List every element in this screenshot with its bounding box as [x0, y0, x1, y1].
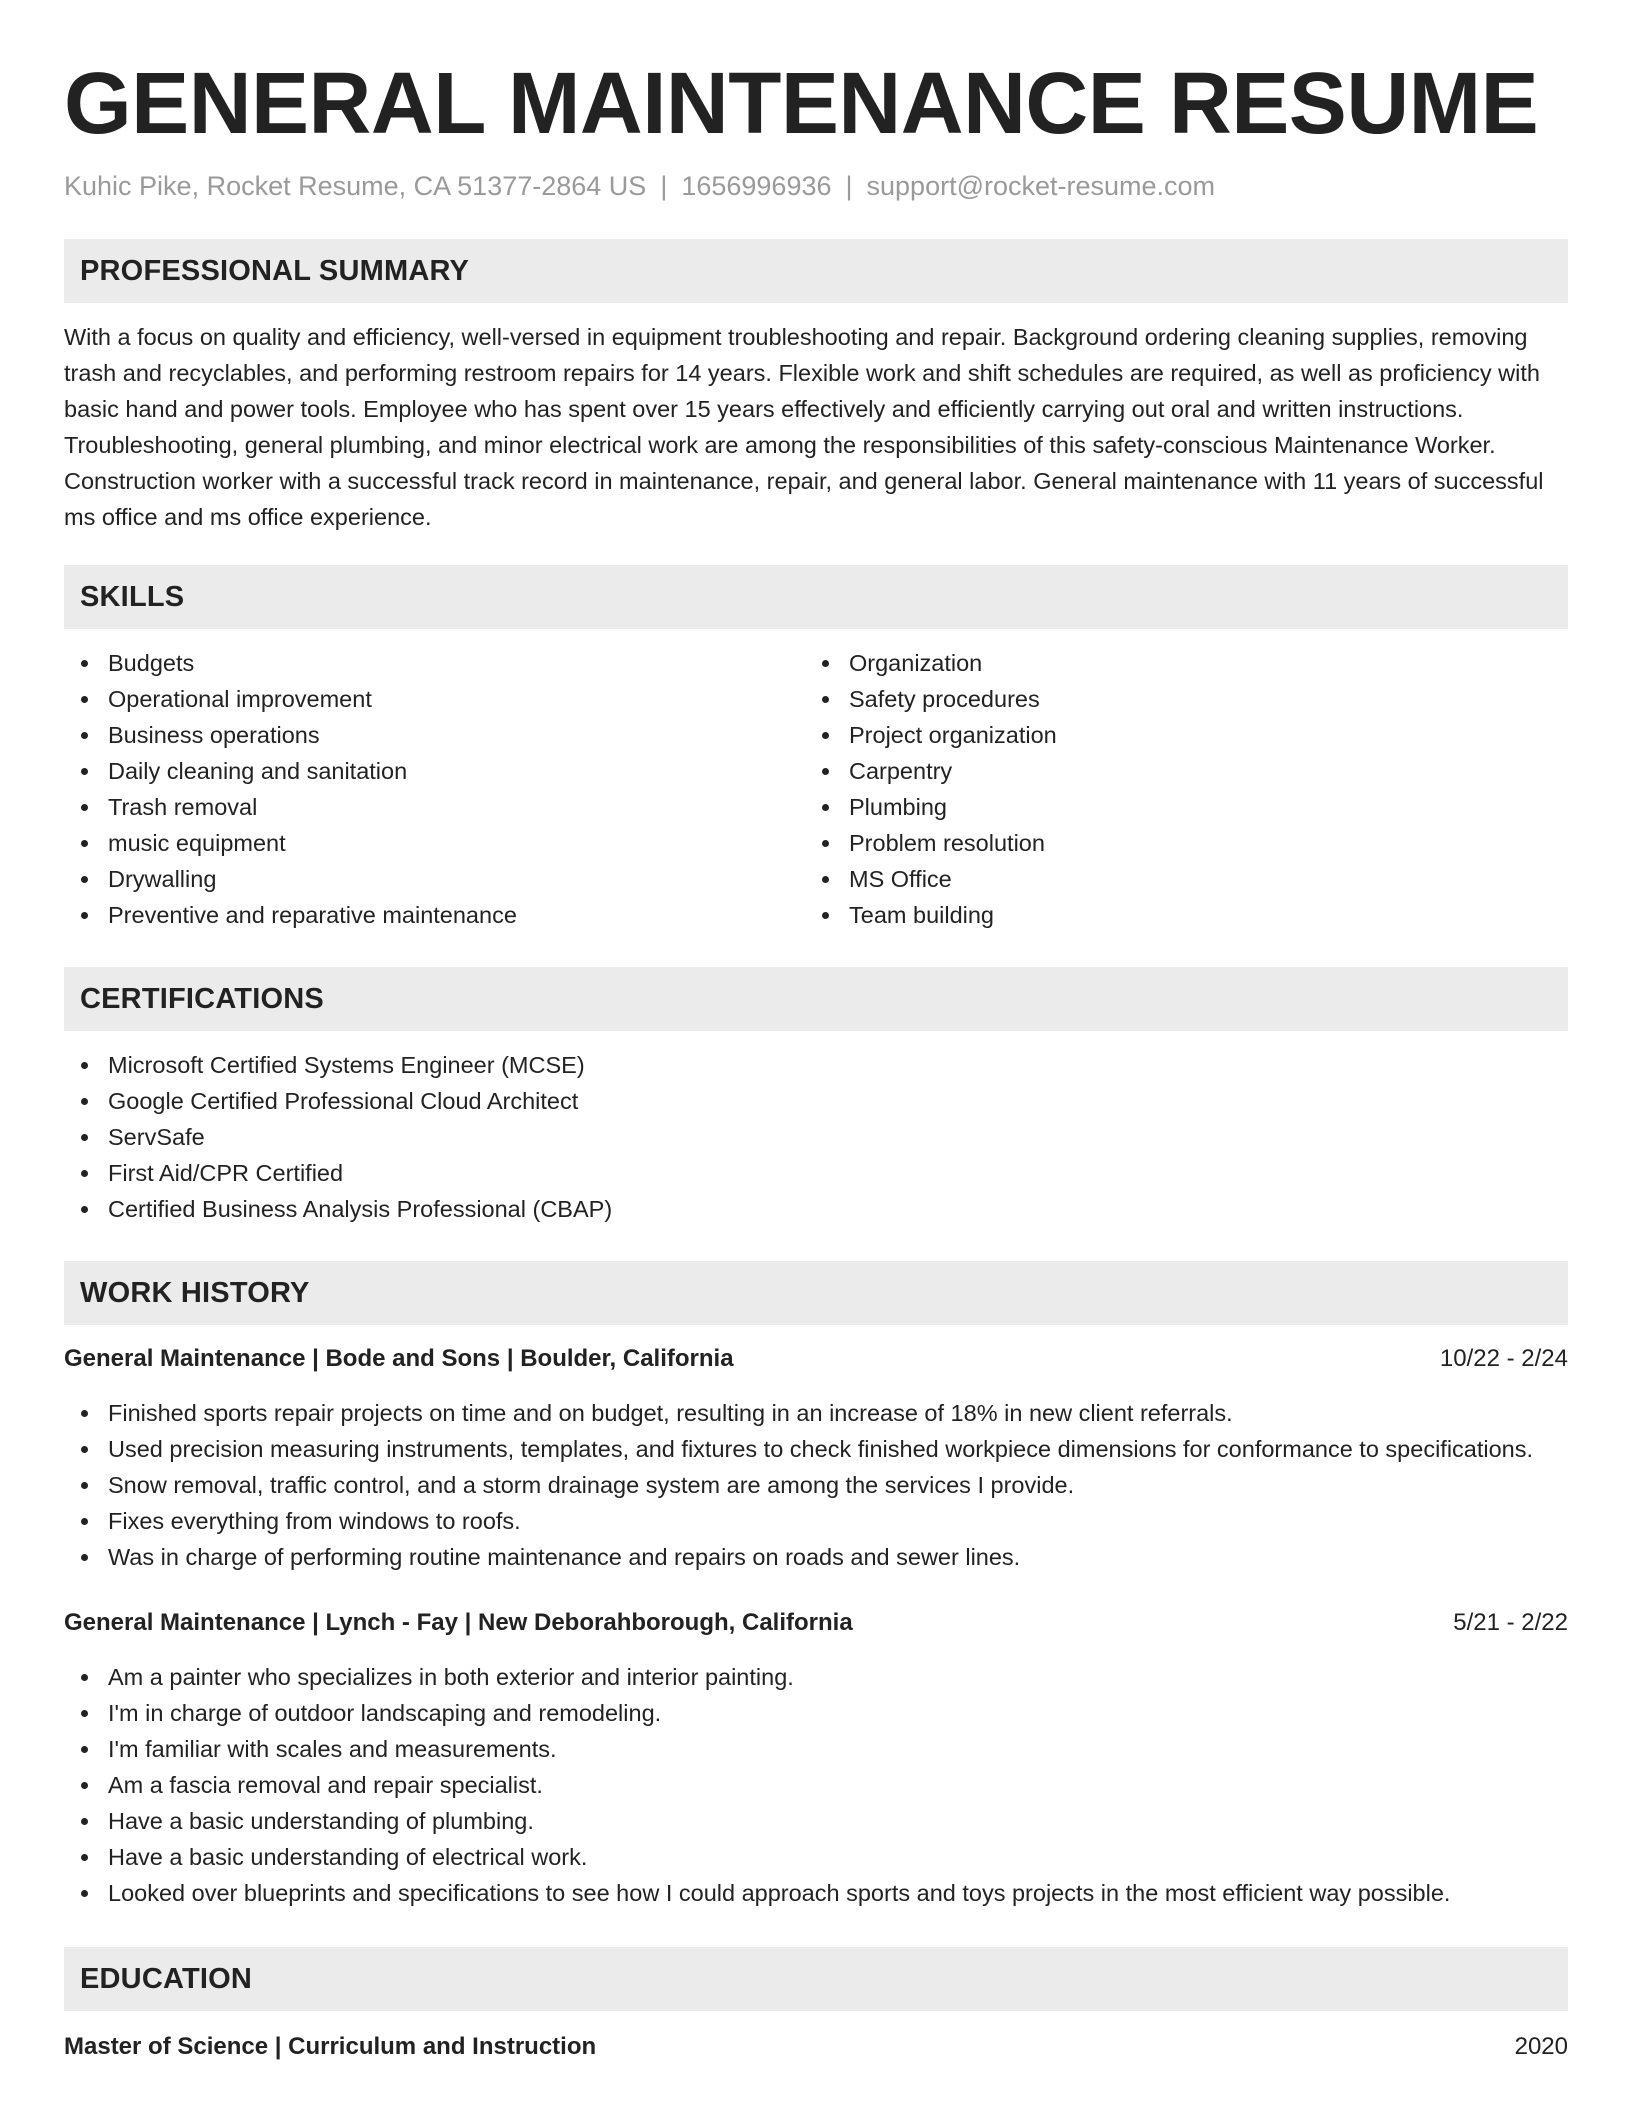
- skill-item: Operational improvement: [64, 681, 805, 717]
- job-bullet: Have a basic understanding of electrical work.: [64, 1839, 1568, 1875]
- degree-title: Master of Science | Curriculum and Instruction: [64, 2033, 597, 2060]
- skill-item: MS Office: [805, 861, 1546, 897]
- skill-item: Safety procedures: [805, 681, 1546, 717]
- job-bullet: Finished sports repair projects on time and on budget, resulting in an increase of 18% in new client referrals.: [64, 1395, 1568, 1431]
- contact-phone: 1656996936: [681, 171, 832, 201]
- contact-email: support@rocket-resume.com: [866, 171, 1216, 201]
- skill-item: music equipment: [64, 825, 805, 861]
- job-dates: 10/22 - 2/24: [1439, 1345, 1568, 1372]
- job-entry: [64, 1341, 1568, 1575]
- job-bullet: Have a basic understanding of plumbing.: [64, 1803, 1568, 1839]
- job-header: [64, 1341, 1568, 1377]
- job-header: [64, 1605, 1568, 1641]
- certification-item: First Aid/CPR Certified: [64, 1155, 1568, 1191]
- job-bullet: Am a fascia removal and repair specialist.: [64, 1767, 1568, 1803]
- job-bullets: [64, 1659, 1568, 1911]
- job-entry: [64, 1605, 1568, 1911]
- education-heading: EDUCATION: [64, 1947, 1568, 2011]
- degree-year: 2020: [1514, 2033, 1568, 2060]
- summary-heading: PROFESSIONAL SUMMARY: [64, 239, 1568, 303]
- job-dates: 5/21 - 2/22: [1453, 1609, 1568, 1636]
- skills-grid: [64, 645, 1568, 933]
- job-bullet: Looked over blueprints and specifications to see how I could approach sports and toys projects in the most efficient way possible.: [64, 1875, 1568, 1911]
- skill-item: Daily cleaning and sanitation: [64, 753, 805, 789]
- certifications-heading: CERTIFICATIONS: [64, 967, 1568, 1031]
- certification-item: Microsoft Certified Systems Engineer (MCSE): [64, 1047, 1568, 1083]
- job-bullet: I'm familiar with scales and measurements.: [64, 1731, 1568, 1767]
- contact-separator: |: [660, 171, 668, 201]
- contact-line: [64, 168, 1568, 204]
- skill-item: Problem resolution: [805, 825, 1546, 861]
- skill-item: Trash removal: [64, 789, 805, 825]
- job-bullet: Snow removal, traffic control, and a storm drainage system are among the services I provide.: [64, 1467, 1568, 1503]
- job-bullet: Am a painter who specializes in both exterior and interior painting.: [64, 1659, 1568, 1695]
- job-bullet: Was in charge of performing routine maintenance and repairs on roads and sewer lines.: [64, 1539, 1568, 1575]
- skills-list-right: [805, 645, 1546, 933]
- job-title: General Maintenance | Bode and Sons | Boulder, California: [64, 1345, 734, 1372]
- skill-item: Team building: [805, 897, 1546, 933]
- certification-item: Certified Business Analysis Professional (CBAP): [64, 1191, 1568, 1227]
- job-bullet: Used precision measuring instruments, templates, and fixtures to check finished workpiece dimensions for conformance to specifications.: [64, 1431, 1568, 1467]
- skill-item: Carpentry: [805, 753, 1546, 789]
- job-bullets: [64, 1395, 1568, 1575]
- contact-separator: |: [845, 171, 853, 201]
- skills-section: [64, 565, 1568, 933]
- job-title: General Maintenance | Lynch - Fay | New Deborahborough, California: [64, 1609, 853, 1636]
- skill-item: Organization: [805, 645, 1546, 681]
- contact-address: Kuhic Pike, Rocket Resume, CA 51377-2864 US: [64, 171, 647, 201]
- job-bullet: I'm in charge of outdoor landscaping and remodeling.: [64, 1695, 1568, 1731]
- skill-item: Project organization: [805, 717, 1546, 753]
- summary-text: With a focus on quality and efficiency, well-versed in equipment troubleshooting and repair. Background ordering cleaning supplies, removing trash and recyclables, and performing restroom repairs for 14 years. Flexible work and shift schedules are required, as well as proficiency with basic hand and power tools. Employee who has spent over 15 years effectively and efficiently carrying out oral and written instructions. Troubleshooting, general plumbing, and minor electrical work are among the responsibilities of this safety-conscious Maintenance Worker. Construction worker with a successful track record in maintenance, repair, and general labor. General maintenance with 11 years of successful ms office and ms office experience.: [64, 324, 1544, 530]
- skill-item: Preventive and reparative maintenance: [64, 897, 805, 933]
- resume-title: GENERAL MAINTENANCE RESUME: [64, 55, 1539, 152]
- education-entry: [64, 2029, 1568, 2065]
- skills-heading: SKILLS: [64, 565, 1568, 629]
- work-history-section: [64, 1261, 1568, 1911]
- education-section: [64, 1947, 1568, 2065]
- job-bullet: Fixes everything from windows to roofs.: [64, 1503, 1568, 1539]
- certifications-list: [64, 1047, 1568, 1227]
- skill-item: Plumbing: [805, 789, 1546, 825]
- skills-list-left: [64, 645, 805, 933]
- skill-item: Business operations: [64, 717, 805, 753]
- summary-section: [64, 239, 1568, 535]
- skill-item: Budgets: [64, 645, 805, 681]
- work-history-heading: WORK HISTORY: [64, 1261, 1568, 1325]
- skill-item: Drywalling: [64, 861, 805, 897]
- certification-item: Google Certified Professional Cloud Architect: [64, 1083, 1568, 1119]
- certifications-section: [64, 967, 1568, 1227]
- certification-item: ServSafe: [64, 1119, 1568, 1155]
